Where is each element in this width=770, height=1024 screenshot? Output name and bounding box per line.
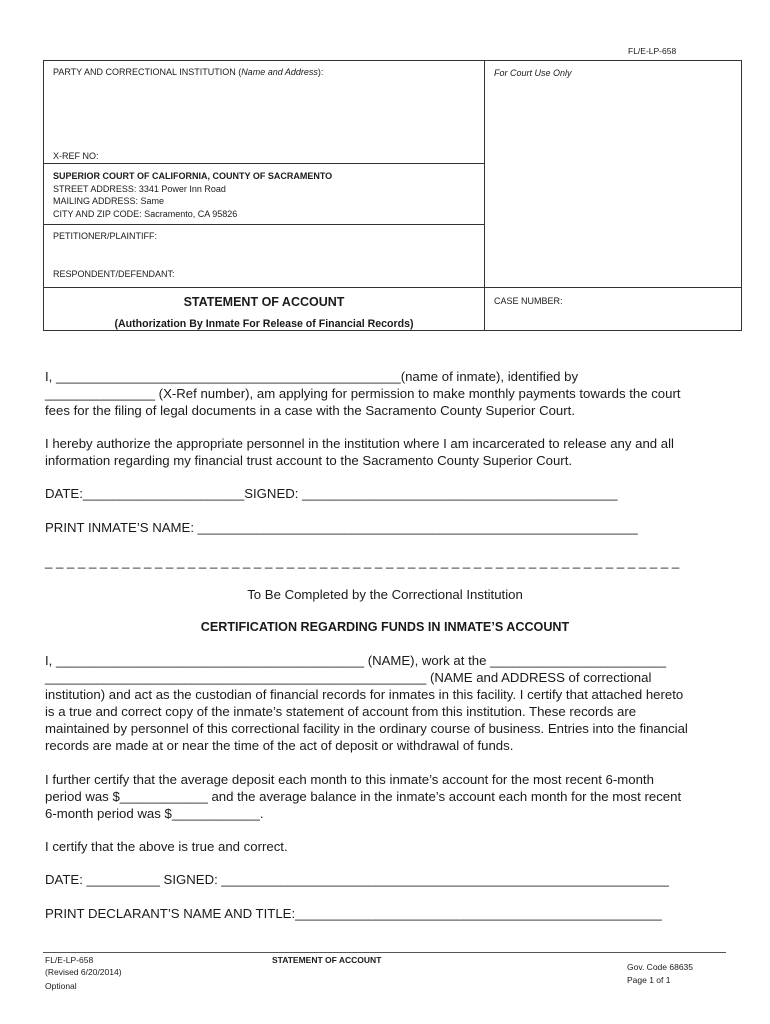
declarant-print-name-field[interactable]: PRINT DECLARANT’S NAME AND TITLE:__________________________________________________: [45, 906, 662, 921]
cert-line-2[interactable]: ____________________________________________________ (NAME and ADDRESS of correctional: [45, 670, 652, 685]
footer-form-id: FL/E-LP-658: [45, 955, 94, 965]
caption-divider-vertical: [484, 60, 485, 331]
inmate-line-2: _______________ (X-Ref number), am applying for permission to make monthly payments towards the court: [45, 386, 681, 401]
average-line-3[interactable]: 6-month period was $____________.: [45, 806, 264, 821]
footer-page-number: Page 1 of 1: [627, 975, 671, 985]
caption-divider-parties: [43, 224, 485, 225]
party-label-text: PARTY AND CORRECTIONAL INSTITUTION (: [53, 67, 242, 77]
court-name: SUPERIOR COURT OF CALIFORNIA, COUNTY OF SACRAMENTO: [53, 171, 333, 181]
footer-optional: Optional: [45, 981, 77, 991]
institution-heading: To Be Completed by the Correctional Institution: [247, 587, 523, 602]
certify-true-statement: I certify that the above is true and correct.: [45, 839, 288, 854]
footer-title: STATEMENT OF ACCOUNT: [272, 955, 382, 965]
form-subtitle: (Authorization By Inmate For Release of Financial Records): [114, 318, 414, 330]
party-label-italic: Name and Address: [241, 67, 318, 77]
court-use-only: For Court Use Only: [494, 68, 572, 78]
inmate-print-name-field[interactable]: PRINT INMATE’S NAME: ____________________________________________________________: [45, 520, 638, 535]
mailing-address: MAILING ADDRESS: Same: [53, 196, 165, 206]
footer-revised: (Revised 6/20/2014): [45, 967, 122, 977]
inmate-date-signed-field[interactable]: DATE:______________________SIGNED: ___________________________________________: [45, 486, 618, 501]
inmate-line-1: I, _______________________________________________(name of inmate), identified by: [45, 369, 579, 384]
footer-gov-code: Gov. Code 68635: [627, 962, 693, 972]
cert-line-6: records are made at or near the time of the act of deposit or withdrawal of funds.: [45, 738, 514, 753]
party-label-end: ):: [317, 67, 324, 77]
footer-rule: [43, 952, 726, 953]
xref-label: X-REF NO:: [53, 151, 99, 161]
authorization-line-1: I hereby authorize the appropriate personnel in the institution where I am incarcerated to release any and all: [45, 436, 674, 451]
party-label: [53, 66, 323, 78]
form-title: STATEMENT OF ACCOUNT: [183, 295, 345, 309]
petitioner-label: PETITIONER/PLAINTIFF:: [53, 231, 158, 241]
caption-divider-court: [43, 163, 485, 164]
respondent-label: RESPONDENT/DEFENDANT:: [53, 269, 175, 279]
inmate-line-3: fees for the filing of legal documents in a case with the Sacramento County Superior Court.: [45, 403, 575, 418]
certification-title: CERTIFICATION REGARDING FUNDS IN INMATE’S ACCOUNT: [200, 620, 570, 634]
average-line-1: I further certify that the average deposit each month to this inmate’s account for the most recent 6-month: [45, 772, 654, 787]
authorization-line-2: information regarding my financial trust account to the Sacramento County Superior Court.: [45, 453, 573, 468]
cert-line-4: is a true and correct copy of the inmate’s statement of account from this institution. These records are: [45, 704, 637, 719]
cert-line-1[interactable]: I, __________________________________________ (NAME), work at the ________________________: [45, 653, 667, 668]
average-line-2[interactable]: period was $____________ and the average balance in the inmate’s account each month for the most recent: [45, 789, 682, 804]
cut-line-divider: _ _ _ _ _ _ _ _ _ _ _ _ _ _ _ _ _ _ _ _ _ _ _ _ _ _ _ _ _ _ _ _ _ _ _ _ _ _ _ _ _ _ _ _ _ _ _ _ _ _ _ _ _ _ _ _ _ _: [45, 554, 680, 569]
case-number-label: CASE NUMBER:: [494, 296, 563, 306]
caption-divider-title: [43, 287, 742, 288]
form-id-top: FL/E-LP-658: [628, 46, 677, 56]
street-address: STREET ADDRESS: 3341 Power Inn Road: [53, 184, 226, 194]
cert-line-3: institution) and act as the custodian of financial records for inmates in this facility. I certify that attached hereto: [45, 687, 684, 702]
cert-line-5: maintained by personnel of this correctional facility in the ordinary course of business. Entries into the financial: [45, 721, 688, 736]
declarant-date-signed-field[interactable]: DATE: __________ SIGNED: _____________________________________________________________: [45, 872, 669, 887]
city-zip: CITY AND ZIP CODE: Sacramento, CA 95826: [53, 209, 238, 219]
